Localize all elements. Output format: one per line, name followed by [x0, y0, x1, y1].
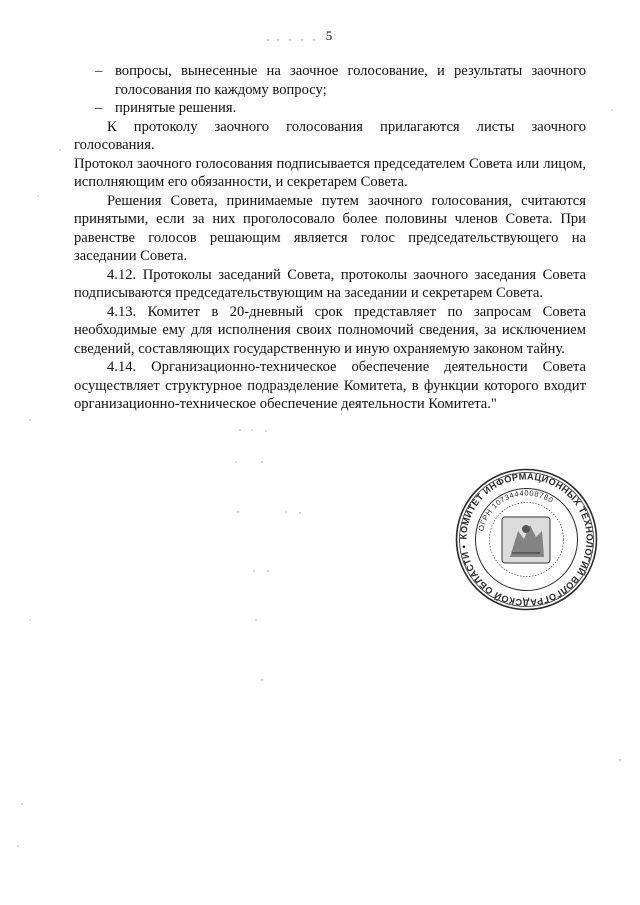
page-number: 5 — [325, 28, 333, 43]
paragraph-attachments: К протоколу заочного голосования прилагаются листы заочного голосования. — [74, 118, 586, 153]
list-item-text: вопросы, вынесенные на заочное голосование, и результаты заочного голосования по каждому вопросу; — [115, 63, 586, 98]
list-dash: – — [95, 63, 103, 79]
official-seal-stamp — [454, 467, 599, 612]
paragraph-4-13: 4.13. Комитет в 20-дневный срок представляет по запросам Совета необходимые ему для исполнения своих полномочий сведения, за исключением сведений, составляющих государственную и иную охраняемую законом тайну. — [74, 303, 586, 357]
paragraph-4-12: 4.12. Протоколы заседаний Совета, протоколы заочного заседания Совета подписываются председательствующим на заседании и секретарем Совета. — [74, 266, 586, 301]
paragraph-4-14: 4.14. Организационно-техническое обеспечение деятельности Совета осуществляет структурное подразделение Комитета, в функции которого входит организационно-техническое обеспечение деятельности Комитета." — [74, 359, 586, 412]
coat-of-arms-emblem — [502, 517, 550, 563]
svg-text:ОГРН 1073444008780: ОГРН 1073444008780 — [476, 488, 556, 533]
list-item — [74, 62, 586, 99]
list-dash: – — [95, 100, 103, 116]
paragraph-signing: Протокол заочного голосования подписывается председателем Совета или лицом, исполняющим его обязанности, и секретарем Совета. — [74, 155, 586, 190]
svg-text:КОМИТЕТ ИНФОРМАЦИОННЫХ ТЕХНОЛО: КОМИТЕТ ИНФОРМАЦИОННЫХ ТЕХНОЛОГИЙ ВОЛГОГРАДСКОЙ ОБЛАСТИ • — [458, 471, 595, 608]
list-item — [74, 99, 586, 118]
document-body — [74, 62, 586, 414]
paragraph-decisions: Решения Совета, принимаемые путем заочного голосования, считаются принятыми, если за них проголосовало более половины членов Совета. При равенстве голосов решающим является голос председательствующего на заседании Совета. — [74, 192, 586, 264]
list-item-text: принятые решения. — [115, 100, 237, 116]
